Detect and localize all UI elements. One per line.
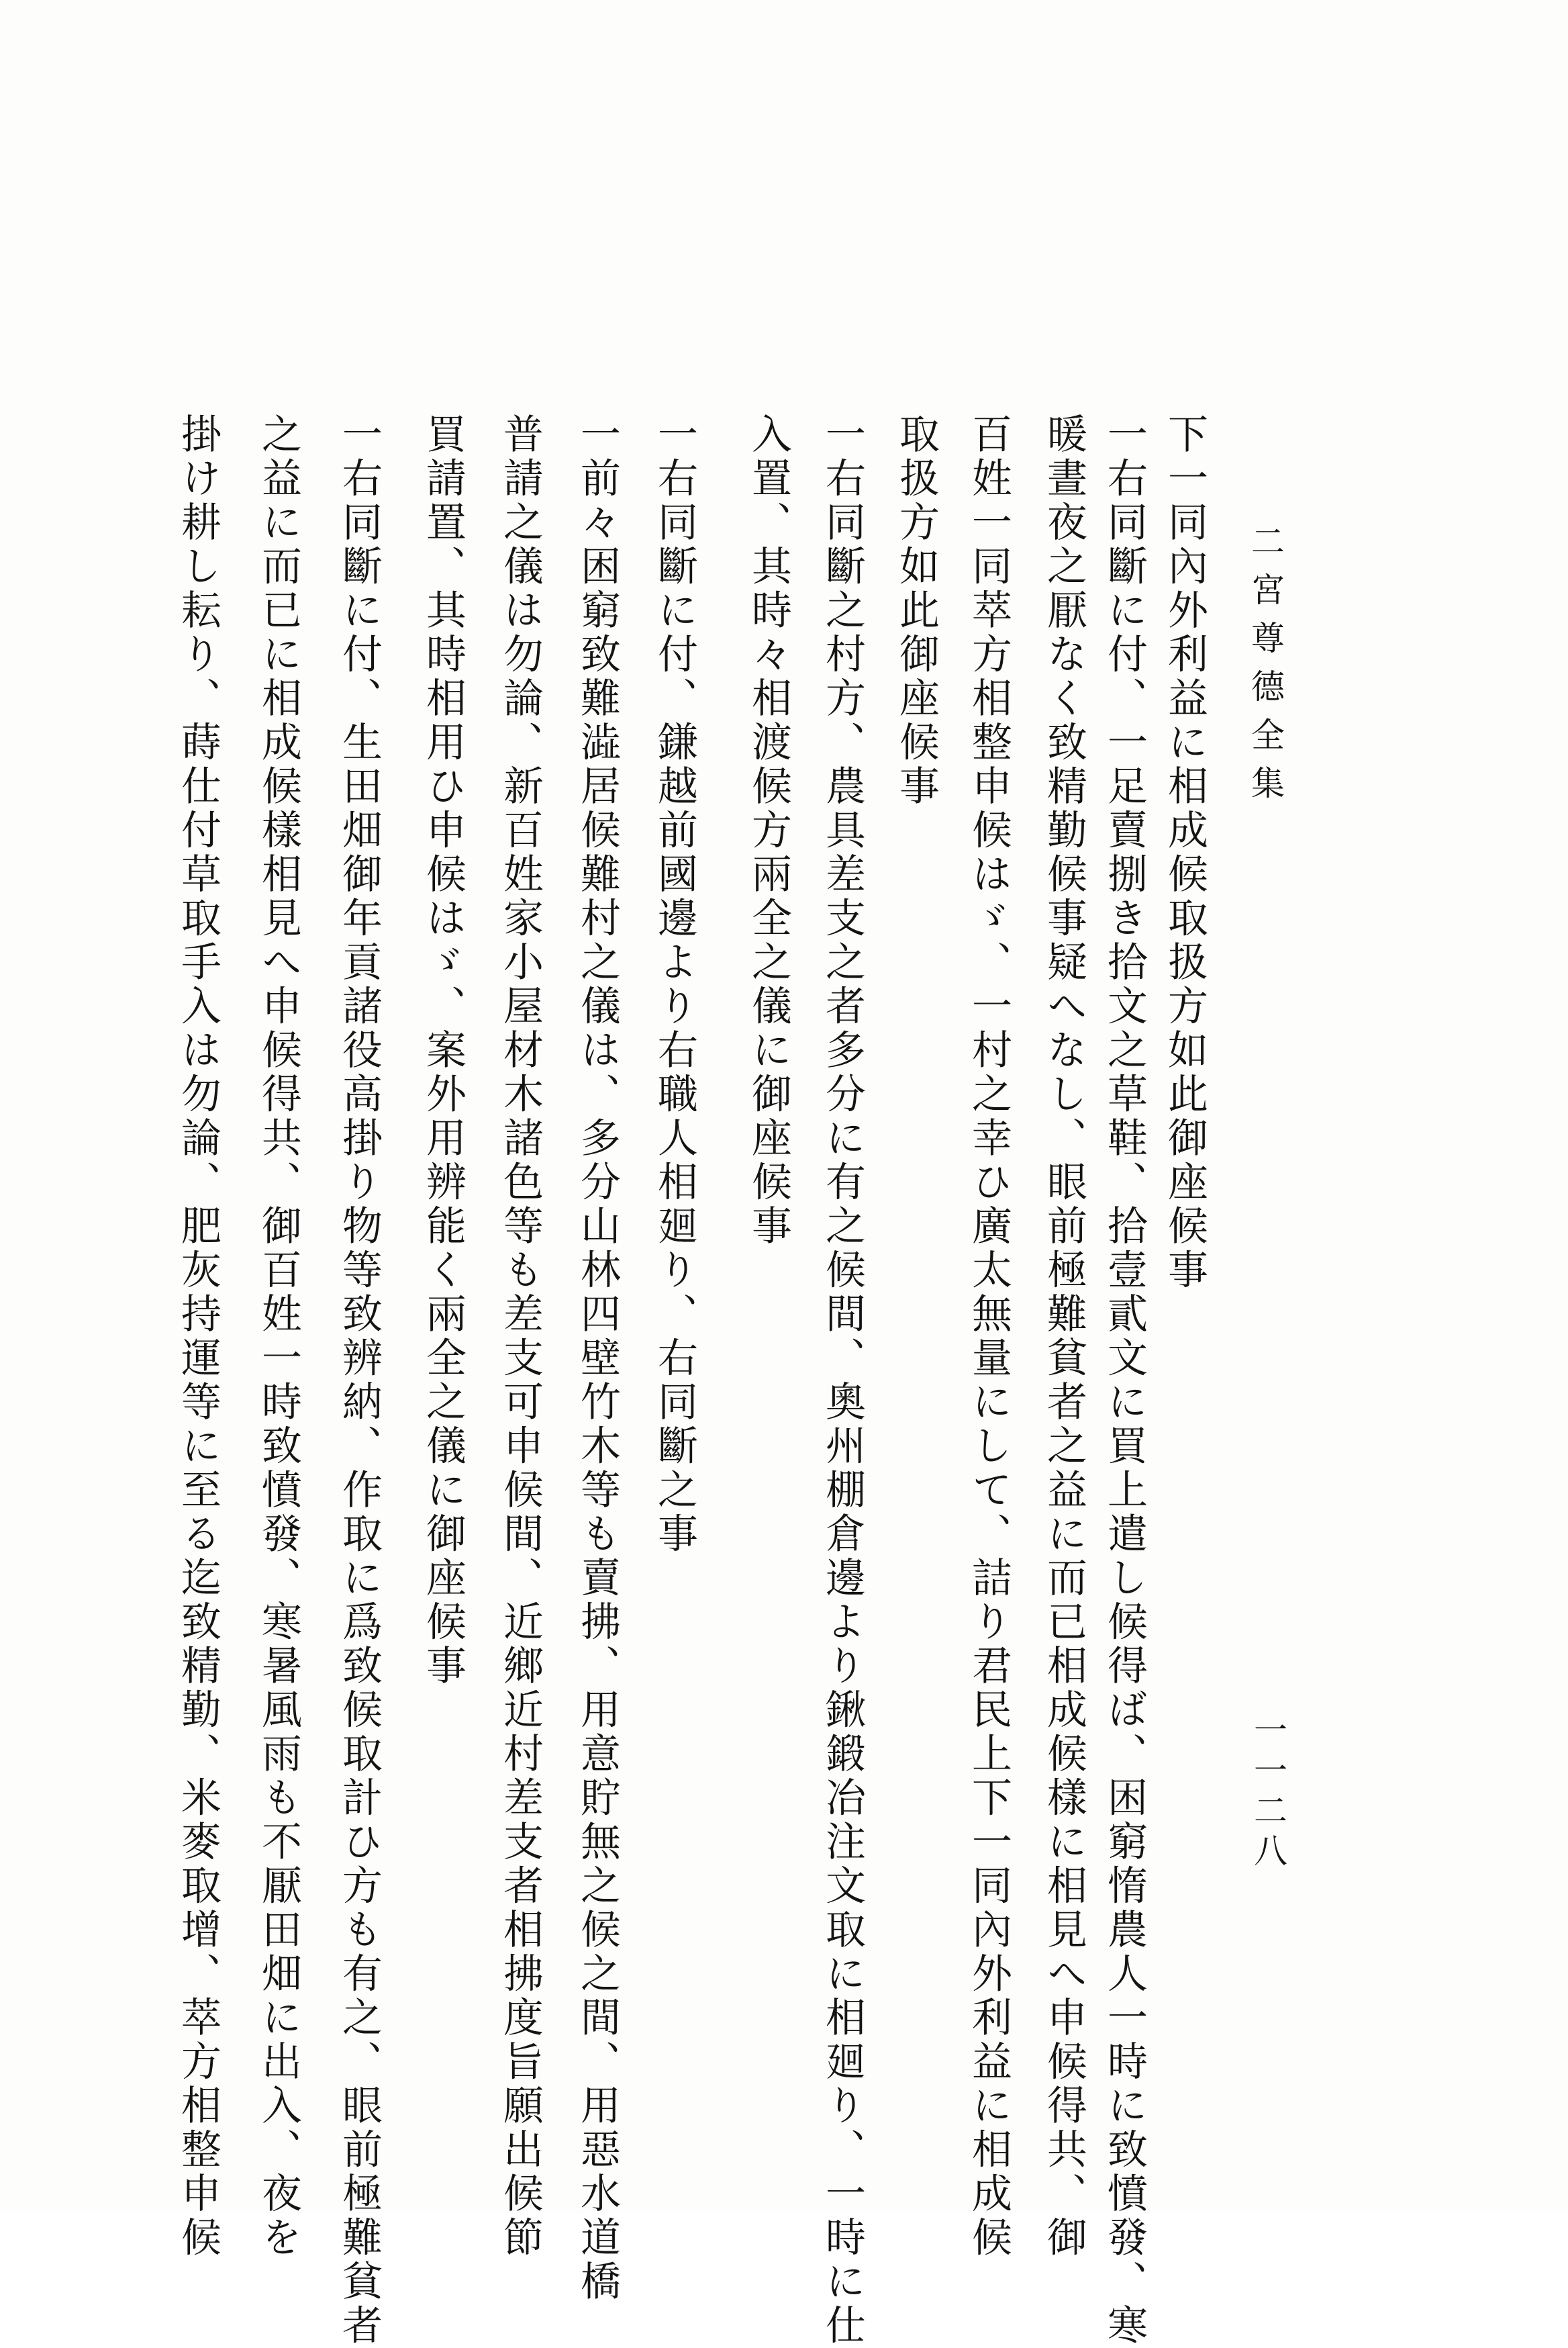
text-column-5: 取扱方如此御座候事 — [893, 413, 940, 809]
text-column-10: 普請之儀は勿論、新百姓家小屋材木諸色等も差支可申候間、近鄉近村差支者相拂度旨願出候節 — [497, 413, 544, 2260]
text-column-8: 一右同斷に付、鎌越前國邊より右職人相廻り、右同斷之事 — [651, 413, 698, 1556]
text-column-2: 一右同斷に付、一足賣捌き拾文之草鞋、拾壹貳文に買上遣し候得ば、困窮惰農人一時に致憤發、寒 — [1101, 413, 1148, 2348]
text-column-13: 之益に而已に相成候樣相見へ申候得共、御百姓一時致憤發、寒暑風雨も不厭田畑に出入、夜を — [255, 413, 302, 2260]
book-title: 二宮尊德全集 — [1246, 524, 1285, 814]
text-column-9: 一前々困窮致難澁居候難村之儀は、多分山林四壁竹木等も賣拂、用意貯無之候之間、用惡水道橋 — [574, 413, 621, 2304]
text-column-3: 暖晝夜之厭なく致精勤候事疑へなし、眼前極難貧者之益に而已相成候樣に相見へ申候得共、御 — [1040, 413, 1087, 2260]
text-column-11: 買請置、其時相用ひ申候はゞ、案外用辨能く兩全之儀に御座候事 — [420, 413, 467, 1689]
text-column-12: 一右同斷に付、生田畑御年貢諸役高掛り物等致辨納、作取に爲致候取計ひ方も有之、眼前極難貧者 — [336, 413, 383, 2348]
text-column-14: 掛け耕し耘り、蒔仕付草取手入は勿論、肥灰持運等に至る迄致精勤、米麥取增、萃方相整申候 — [175, 413, 222, 2260]
text-column-6: 一右同斷之村方、農具差支之者多分に有之候間、奧州棚倉邊より鍬鍛冶注文取に相廻り、一時に仕 — [819, 413, 866, 2348]
text-column-1: 下一同內外利益に相成候取扱方如此御座候事 — [1161, 413, 1208, 1293]
text-column-7: 入置、其時々相渡候方兩全之儀に御座候事 — [745, 413, 792, 1249]
text-column-4: 百姓一同萃方相整申候はゞ、一村之幸ひ廣太無量にして、詰り君民上下一同內外利益に相成候 — [965, 413, 1012, 2260]
page-number: 一一二八 — [1248, 1712, 1287, 1873]
